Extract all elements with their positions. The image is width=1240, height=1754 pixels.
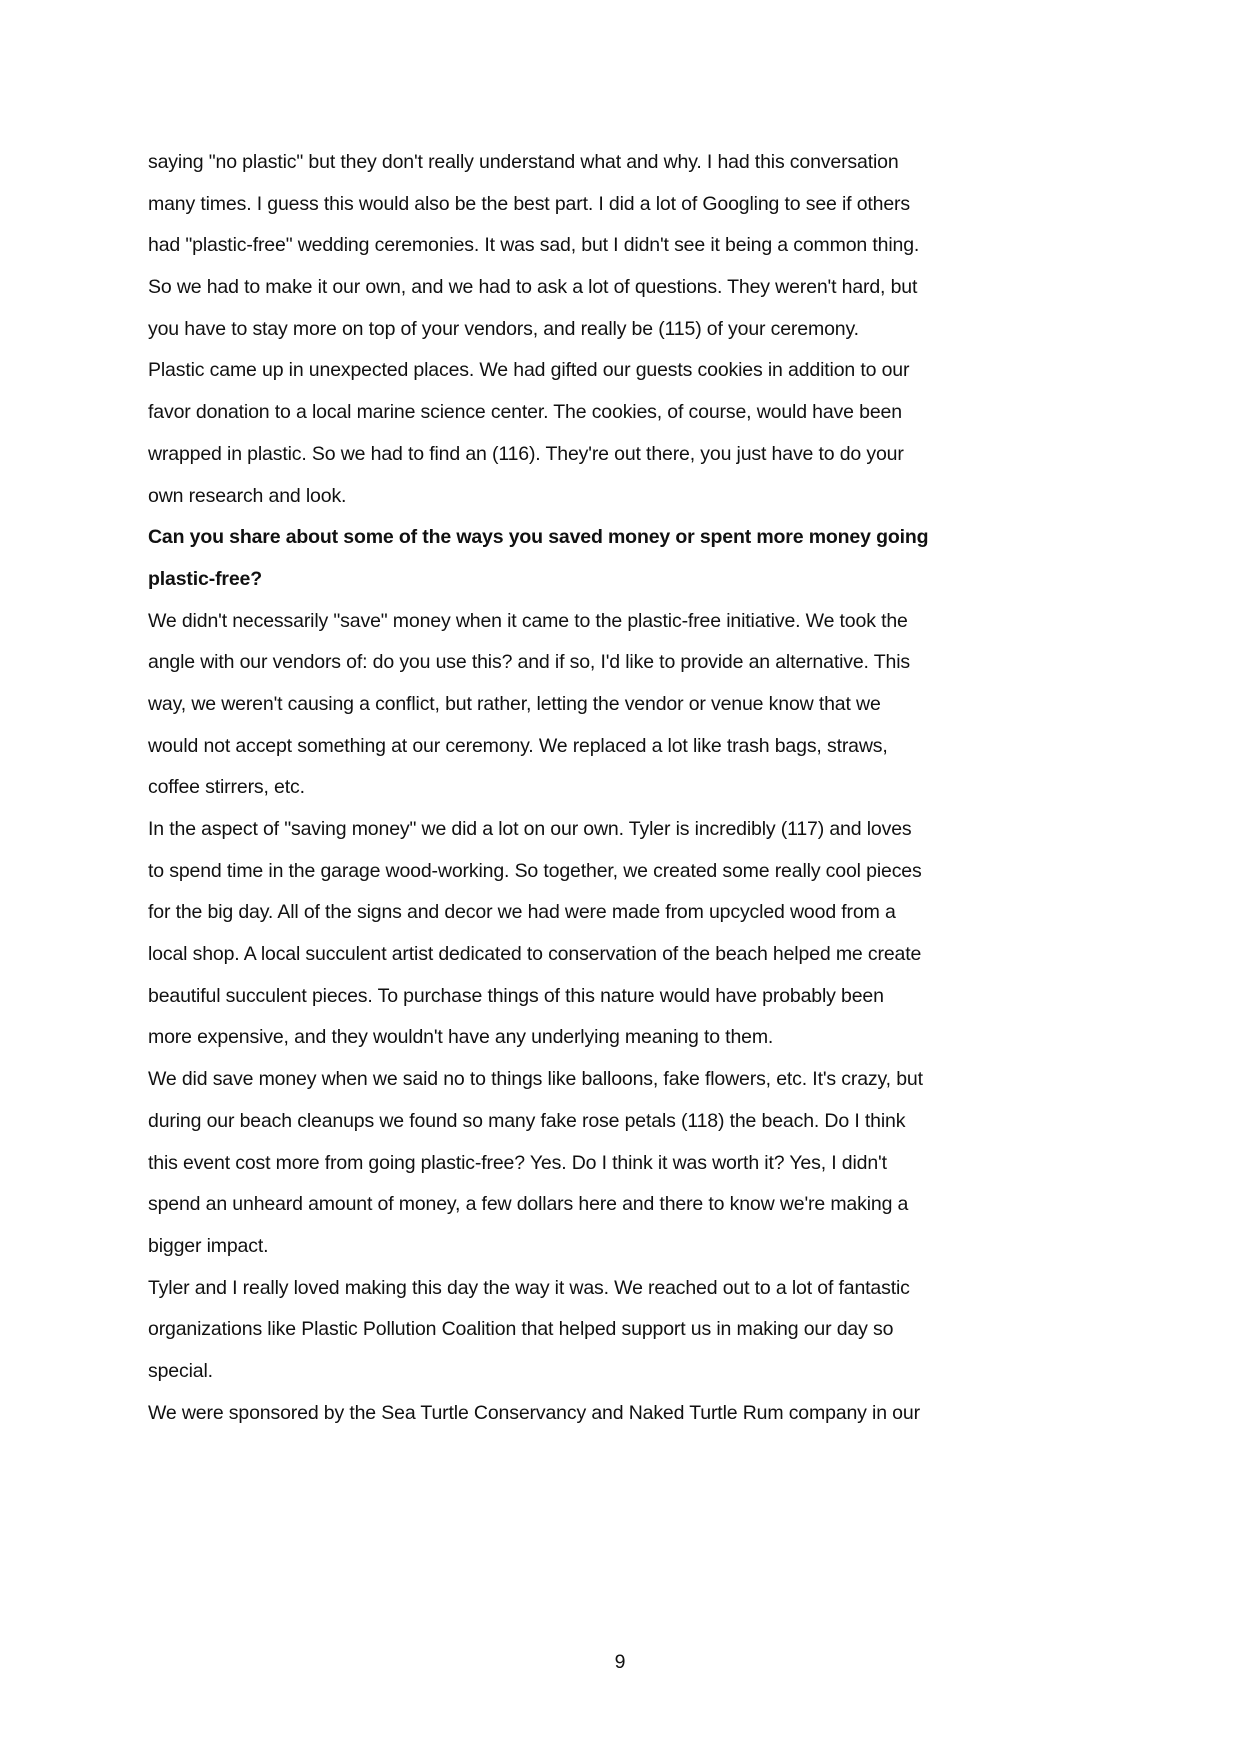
paragraph-line: during our beach cleanups we found so many fake rose petals (118) the beach. Do I think: [148, 1109, 906, 1132]
paragraph-line: you have to stay more on top of your vendors, and really be (115) of your ceremony.: [148, 317, 859, 340]
question-heading-line: plastic-free?: [148, 567, 263, 590]
paragraph-line: spend an unheard amount of money, a few dollars here and there to know we're making a: [148, 1193, 909, 1216]
paragraph-line: to spend time in the garage wood-working. So together, we created some really cool pieces: [148, 859, 922, 882]
paragraph-line: favor donation to a local marine science center. The cookies, of course, would have been: [148, 401, 902, 424]
paragraph-line: We were sponsored by the Sea Turtle Conservancy and Naked Turtle Rum company in our: [148, 1401, 920, 1424]
paragraph-line: way, we weren't causing a conflict, but rather, letting the vendor or venue know that we: [148, 692, 881, 715]
paragraph-line: organizations like Plastic Pollution Coalition that helped support us in making our day so: [148, 1318, 894, 1341]
paragraph-line: for the big day. All of the signs and decor we had were made from upcycled wood from a: [148, 901, 896, 924]
page-number: 9: [614, 1651, 626, 1673]
paragraph-line: this event cost more from going plastic-free? Yes. Do I think it was worth it? Yes, I didn't: [148, 1151, 887, 1174]
paragraph-line: had "plastic-free" wedding ceremonies. It was sad, but I didn't see it being a common thing.: [148, 234, 920, 257]
paragraph-line: saying "no plastic" but they don't really understand what and why. I had this conversation: [148, 151, 899, 173]
question-heading-line: Can you share about some of the ways you saved money or spent more money going: [148, 526, 929, 549]
paragraph-line: So we had to make it our own, and we had to ask a lot of questions. They weren't hard, but: [148, 276, 918, 299]
paragraph-line: Plastic came up in unexpected places. We had gifted our guests cookies in addition to our: [148, 359, 910, 382]
body-text: [148, 142, 1008, 1434]
paragraph-line: coffee stirrers, etc.: [148, 776, 305, 799]
paragraph-line: bigger impact.: [148, 1234, 269, 1257]
paragraph-line: special.: [148, 1359, 213, 1382]
paragraph-line: We didn't necessarily "save" money when it came to the plastic-free initiative. We took the: [148, 609, 908, 632]
paragraph-line: own research and look.: [148, 484, 347, 507]
paragraph-line: beautiful succulent pieces. To purchase things of this nature would have probably been: [148, 984, 884, 1007]
paragraph-line: Tyler and I really loved making this day the way it was. We reached out to a lot of fantastic: [148, 1276, 910, 1299]
paragraph-line: angle with our vendors of: do you use this? and if so, I'd like to provide an alternative. This: [148, 651, 910, 674]
paragraph-line: We did save money when we said no to things like balloons, fake flowers, etc. It's crazy, but: [148, 1068, 923, 1091]
paragraph-line: In the aspect of "saving money" we did a lot on our own. Tyler is incredibly (117) and loves: [148, 818, 912, 840]
paragraph-line: local shop. A local succulent artist dedicated to conservation of the beach helped me create: [148, 943, 922, 966]
paragraph-line: more expensive, and they wouldn't have any underlying meaning to them.: [148, 1026, 774, 1049]
paragraph-line: many times. I guess this would also be the best part. I did a lot of Googling to see if others: [148, 192, 910, 215]
paragraph-line: wrapped in plastic. So we had to find an (116). They're out there, you just have to do your: [148, 442, 904, 465]
paragraph-line: would not accept something at our ceremony. We replaced a lot like trash bags, straws,: [148, 734, 888, 757]
